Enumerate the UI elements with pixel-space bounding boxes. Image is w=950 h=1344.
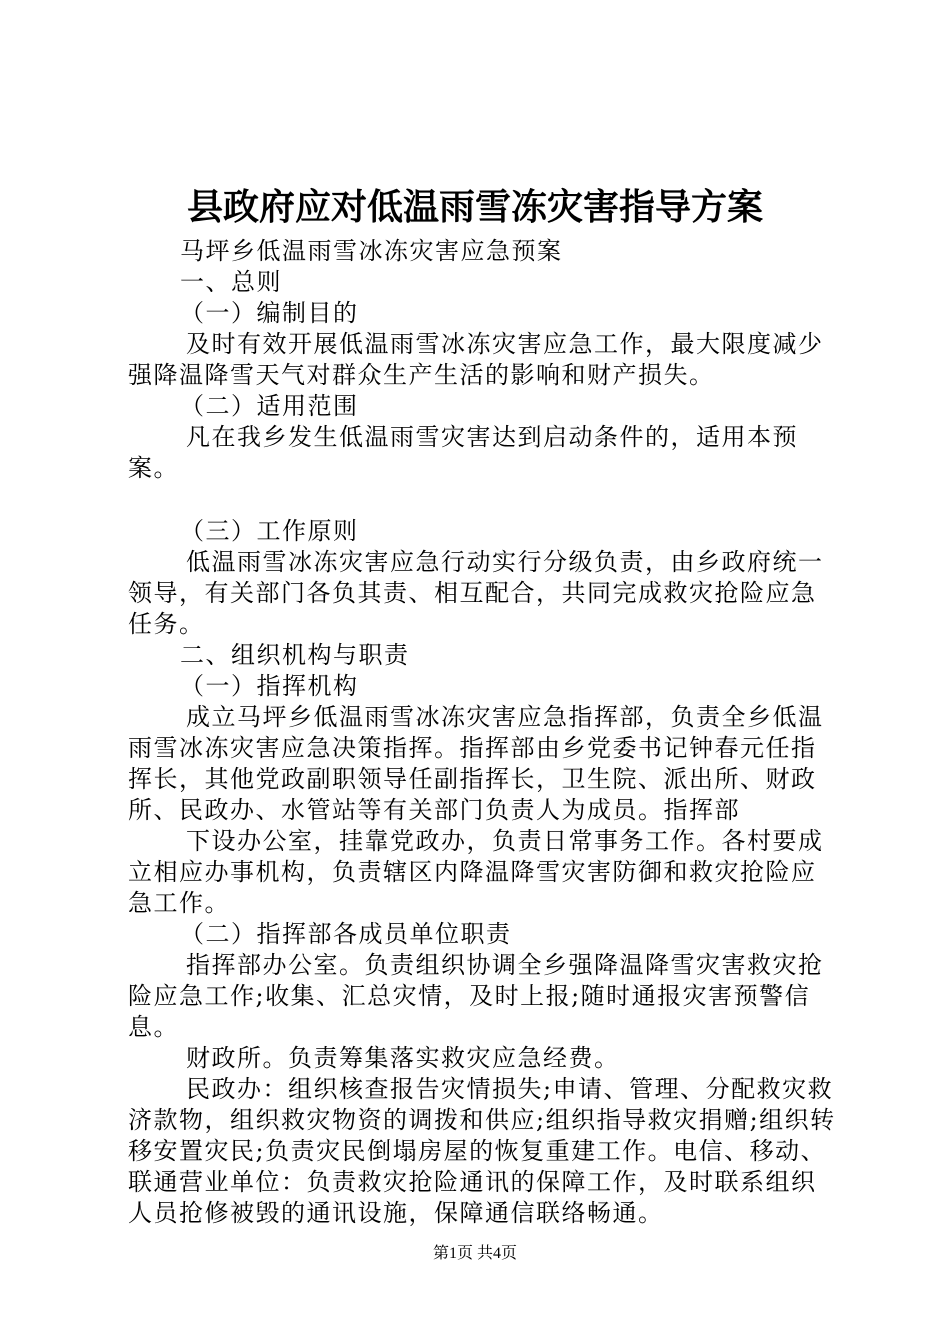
paragraph-command-setup: 成立马坪乡低温雨雪冰冻灾害应急指挥部，负责全乡低温雨雪冰冻灾害应急决策指挥。指挥部由乡党委书记钟春元任指挥长，其他党政副职领导任副指挥长，卫生院、派出所、财政所、民政办、水管站等有关部门负责人为成员。指挥部 <box>128 703 824 824</box>
page-number-footer: 第1页 共4页 <box>432 1245 517 1262</box>
paragraph-scope: 凡在我乡发生低温雨雪灾害达到启动条件的，适用本预案。 <box>128 423 798 482</box>
subsection-heading-duties: （二）指挥部各成员单位职责 <box>180 920 512 948</box>
subsection-heading-principles: （三）工作原则 <box>180 517 359 545</box>
document-body <box>128 236 838 1229</box>
section-heading-general: 一、总则 <box>180 268 282 296</box>
paragraph-finance-duties: 财政所。负责筹集落实救灾应急经费。 <box>186 1044 620 1072</box>
plan-name: 马坪乡低温雨雪冰冻灾害应急预案 <box>180 237 563 265</box>
paragraph-purpose: 及时有效开展低温雨雪冰冻灾害应急工作，最大限度减少强降温降雪天气对群众生产生活的影响和财产损失。 <box>128 330 824 389</box>
section-heading-organization: 二、组织机构与职责 <box>180 641 410 669</box>
paragraph-office: 下设办公室，挂靠党政办，负责日常事务工作。各村要成立相应办事机构，负责辖区内降温降雪灾害防御和救灾抢险应急工作。 <box>128 827 824 917</box>
paragraph-civil-affairs-duties: 民政办：组织核查报告灾情损失;申请、管理、分配救灾救济款物，组织救灾物资的调拨和供应;组织指导救灾捐赠;组织转移安置灾民;负责灾民倒塌房屋的恢复重建工作。电信、移动、联通营业单位：负责救灾抢险通讯的保障工作，及时联系组织人员抢修被毁的通讯设施，保障通信联络畅通。 <box>128 1075 836 1227</box>
document-title: 县政府应对低温雨雪冻灾害指导方案 <box>186 187 763 228</box>
paragraph-gap <box>128 484 838 516</box>
subsection-heading-purpose: （一）编制目的 <box>180 299 359 327</box>
paragraph-office-duties: 指挥部办公室。负责组织协调全乡强降温降雪灾害救灾抢险应急工作;收集、汇总灾情，及时上报;随时通报灾害预警信息。 <box>128 951 824 1041</box>
subsection-heading-scope: （二）适用范围 <box>180 392 359 420</box>
paragraph-principles: 低温雨雪冰冻灾害应急行动实行分级负责，由乡政府统一领导，有关部门各负其责、相互配合，共同完成救灾抢险应急任务。 <box>128 548 824 638</box>
subsection-heading-command: （一）指挥机构 <box>180 672 359 700</box>
